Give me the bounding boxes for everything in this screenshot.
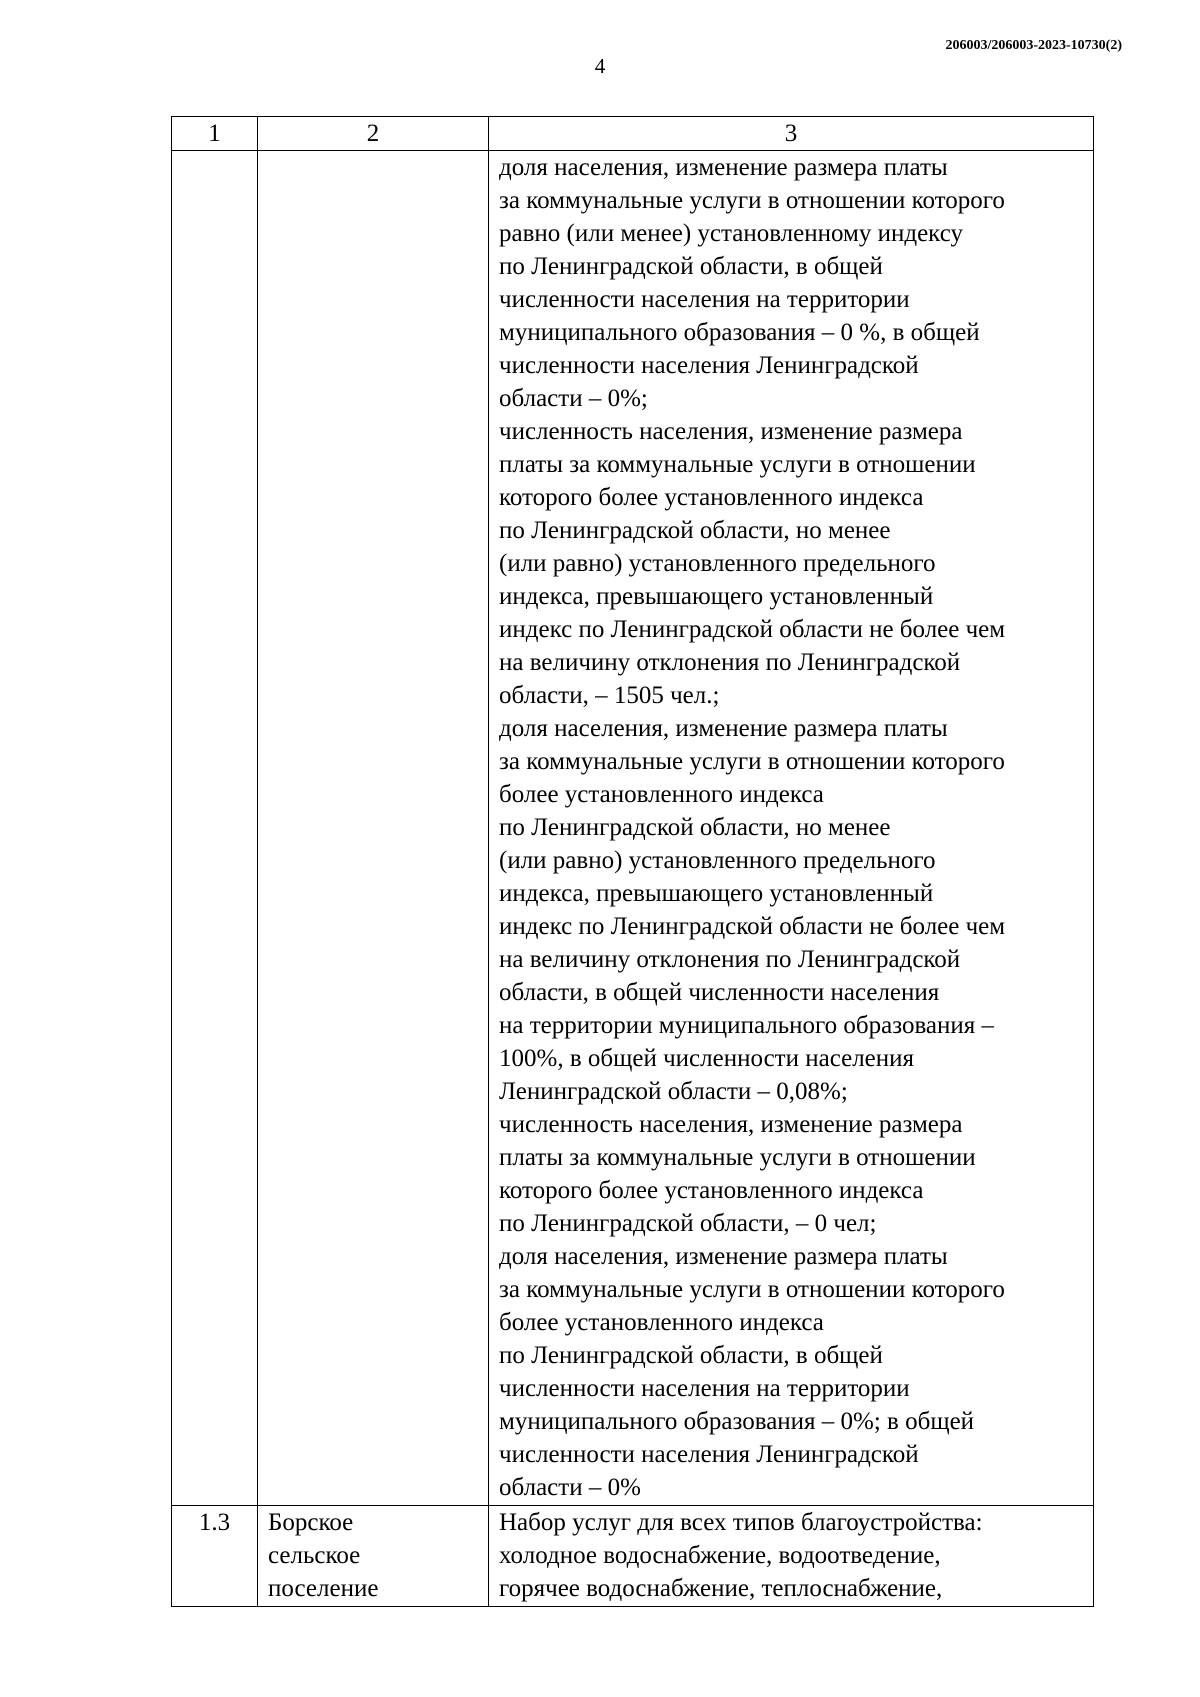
text-line: доля населения, изменение размера платы	[499, 715, 948, 742]
column-header-1: 1	[172, 117, 258, 151]
text-line: численности населения Ленинградской	[499, 1441, 919, 1468]
row-number-cell	[172, 151, 258, 1506]
text-line: численности населения Ленинградской	[499, 352, 919, 379]
row-name-cell	[258, 1506, 489, 1607]
data-table	[171, 116, 1094, 1607]
text-line: за коммунальные услуги в отношении которого	[499, 748, 1005, 775]
text-line: холодное водоснабжение, водоотведение,	[499, 1542, 941, 1569]
text-line: по Ленинградской области, – 0 чел;	[499, 1210, 877, 1237]
text-line: доля населения, изменение размера платы	[499, 154, 948, 181]
text-line: численность населения, изменение размера	[499, 1111, 963, 1138]
text-line: 100%, в общей численности населения	[499, 1045, 915, 1072]
text-line: которого более установленного индекса	[499, 1177, 924, 1204]
column-header-2: 2	[258, 117, 489, 151]
text-line: за коммунальные услуги в отношении которого	[499, 187, 1005, 214]
text-line: на территории муниципального образования –	[499, 1012, 995, 1039]
page-number: 4	[594, 54, 606, 78]
row-number-cell: 1.3	[172, 1506, 258, 1607]
text-line: по Ленинградской области, в общей	[499, 253, 883, 280]
text-line: по Ленинградской области, но менее	[499, 517, 891, 544]
text-line: платы за коммунальные услуги в отношении	[499, 1144, 976, 1171]
name-line: Борское	[268, 1509, 354, 1536]
text-line: индекса, превышающего установленный	[499, 880, 934, 907]
text-line: муниципального образования – 0%; в общей	[499, 1408, 975, 1435]
text-line: (или равно) установленного предельного	[499, 550, 936, 577]
row-name-cell	[258, 151, 489, 1506]
column-header-3: 3	[489, 117, 1094, 151]
text-line: численность населения, изменение размера	[499, 418, 963, 445]
text-line: области – 0%;	[499, 385, 648, 412]
name-line: сельское	[268, 1542, 361, 1569]
text-line: области, в общей численности населения	[499, 979, 940, 1006]
text-line: индекс по Ленинградской области не более чем	[499, 616, 1006, 643]
text-line: которого более установленного индекса	[499, 484, 924, 511]
table-header-row	[172, 117, 1094, 151]
row-description-cell	[489, 151, 1094, 1506]
document-registration-number: 206003/206003-2023-10730(2)	[945, 38, 1122, 53]
text-line: индекс по Ленинградской области не более чем	[499, 913, 1006, 940]
text-line: более установленного индекса	[499, 1309, 824, 1336]
text-line: на величину отклонения по Ленинградской	[499, 946, 961, 973]
text-line: Ленинградской области – 0,08%;	[499, 1078, 848, 1105]
text-line: платы за коммунальные услуги в отношении	[499, 451, 976, 478]
text-line: области, – 1505 чел.;	[499, 682, 720, 709]
text-line: численности населения на территории	[499, 1375, 910, 1402]
text-line: (или равно) установленного предельного	[499, 847, 936, 874]
text-line: доля населения, изменение размера платы	[499, 1243, 948, 1270]
text-line: индекса, превышающего установленный	[499, 583, 934, 610]
table-row-1-3	[172, 1506, 1094, 1607]
text-line: по Ленинградской области, в общей	[499, 1342, 883, 1369]
text-line: равно (или менее) установленному индексу	[499, 220, 963, 247]
row-description-cell	[489, 1506, 1094, 1607]
table-row-continuation	[172, 151, 1094, 1506]
text-line: муниципального образования – 0 %, в общей	[499, 319, 980, 346]
text-line: области – 0%	[499, 1474, 641, 1501]
text-line: Набор услуг для всех типов благоустройства:	[499, 1509, 983, 1536]
text-line: горячее водоснабжение, теплоснабжение,	[499, 1575, 943, 1602]
text-line: численности населения на территории	[499, 286, 910, 313]
text-line: на величину отклонения по Ленинградской	[499, 649, 961, 676]
text-line: по Ленинградской области, но менее	[499, 814, 891, 841]
name-line: поселение	[268, 1575, 379, 1602]
text-line: за коммунальные услуги в отношении которого	[499, 1276, 1005, 1303]
text-line: более установленного индекса	[499, 781, 824, 808]
